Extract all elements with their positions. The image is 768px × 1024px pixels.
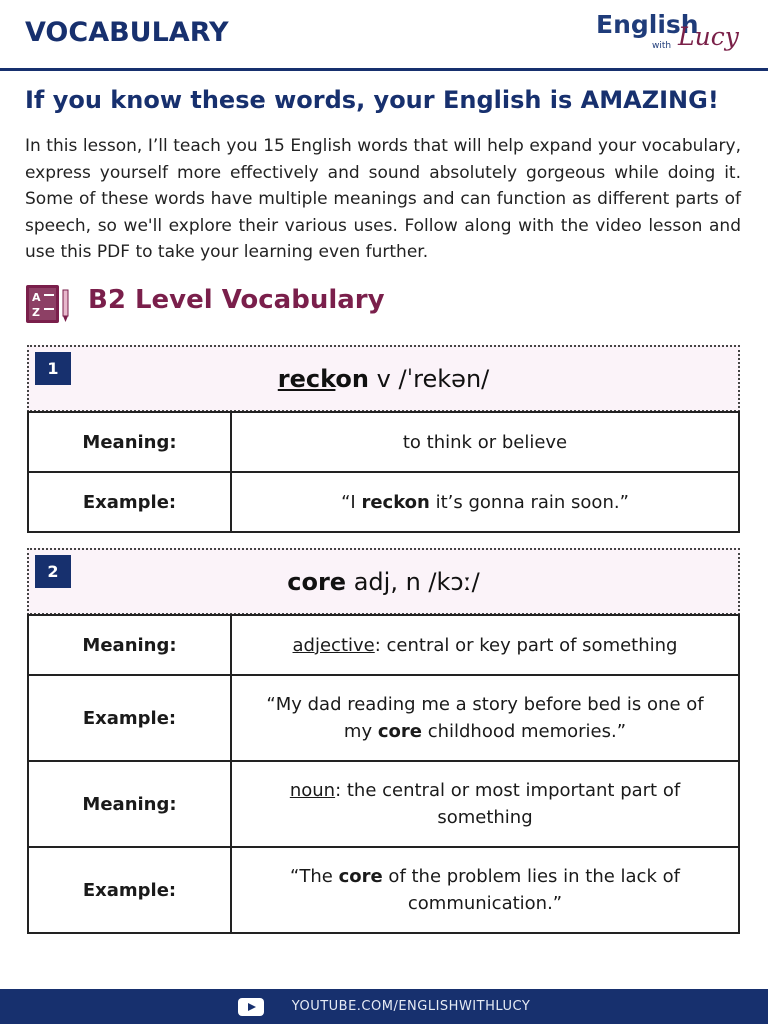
vocab-card-header — [27, 548, 740, 615]
meaning-text — [231, 761, 739, 847]
example-keyword: core — [338, 866, 383, 887]
header-title: VOCABULARY — [25, 17, 229, 48]
word-heading — [29, 568, 738, 596]
vocab-card-header — [27, 345, 740, 412]
pronunciation: /ˈrekən/ — [398, 365, 490, 393]
meaning-definition: : the central or most important part of something — [335, 780, 681, 828]
youtube-link[interactable]: YOUTUBE.COM/ENGLISHWITHLUCY — [291, 999, 531, 1014]
table-row — [28, 847, 739, 933]
example-keyword: reckon — [361, 491, 430, 513]
word-underlined-part: reck — [277, 365, 336, 393]
example-post: childhood memories.” — [421, 721, 627, 742]
logo-word-english: English — [596, 10, 699, 39]
table-row — [28, 675, 739, 761]
example-keyword: core — [377, 721, 422, 742]
logo-word-lucy: Lucy — [678, 22, 739, 51]
row-label: Example: — [28, 847, 231, 933]
english-with-lucy-logo — [596, 10, 746, 66]
table-row — [28, 615, 739, 675]
row-label: Meaning: — [28, 761, 231, 847]
section-title: B2 Level Vocabulary — [88, 285, 385, 315]
table-row — [28, 412, 739, 472]
svg-text:Z: Z — [32, 306, 40, 319]
entry-number-badge: 2 — [35, 555, 71, 588]
example-text — [231, 847, 739, 933]
row-label: Example: — [28, 472, 231, 532]
entry-number-badge: 1 — [35, 352, 71, 385]
meaning-definition: : central or key part of something — [374, 634, 678, 656]
example-text — [231, 472, 739, 532]
intro-paragraph: In this lesson, I’ll teach you 15 English words that will help expand your vocabulary, express yourself more effectively and sound absolutely gorgeous while doing it. Some of these words have multiple meanings and can function as different parts of speech, so we'll explore their various uses. Follow along with the video lesson and use this PDF to take your learning even further. — [25, 136, 741, 262]
meaning-text — [231, 615, 739, 675]
part-of-speech: adj, n — [353, 568, 421, 596]
table-row — [28, 761, 739, 847]
pronunciation: /kɔː/ — [428, 568, 480, 596]
a-z-book-icon — [25, 284, 71, 324]
page-header — [0, 0, 768, 72]
youtube-icon[interactable] — [238, 998, 264, 1016]
part-of-speech: v — [376, 365, 391, 393]
example-post: of the problem lies in the lack of communication.” — [382, 866, 680, 914]
table-row — [28, 472, 739, 532]
row-label: Example: — [28, 675, 231, 761]
word-heading — [29, 365, 738, 393]
example-post: it’s gonna rain soon.” — [429, 491, 629, 513]
word: core — [287, 568, 347, 596]
page-footer — [0, 989, 768, 1024]
part-of-speech-label: adjective — [292, 634, 375, 656]
row-label: Meaning: — [28, 615, 231, 675]
vocab-table — [27, 614, 740, 934]
page-headline: If you know these words, your English is AMAZING! — [25, 86, 719, 114]
vocab-table — [27, 411, 740, 533]
word-rest: on — [335, 365, 369, 393]
row-label: Meaning: — [28, 412, 231, 472]
example-pre: “The — [290, 866, 339, 887]
example-text — [231, 675, 739, 761]
example-pre: “My dad reading me a story before bed is one of my — [266, 694, 704, 742]
meaning-text: to think or believe — [231, 412, 739, 472]
part-of-speech-label: noun — [289, 780, 336, 801]
header-divider — [0, 68, 768, 71]
svg-text:A: A — [32, 291, 41, 304]
logo-word-with: with — [652, 41, 672, 51]
example-pre: “I — [341, 491, 362, 513]
